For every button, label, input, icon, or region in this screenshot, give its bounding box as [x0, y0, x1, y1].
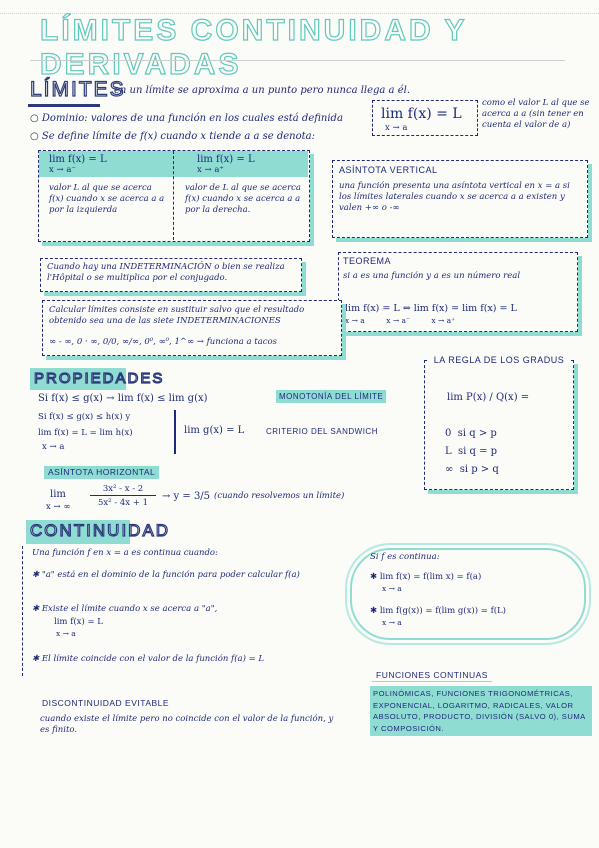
teorema-sub: x → a x → a⁻ x → a⁺: [345, 316, 456, 325]
sandwich-label: CRITERIO DEL SANDWICH: [266, 427, 378, 436]
asintota-horizontal-heading: ASÍNTOTA HORIZONTAL: [44, 466, 159, 479]
cloud-sub2: x → a: [382, 618, 402, 627]
ah-result: → y = 3/5: [162, 491, 211, 502]
continua-cloud: [350, 548, 586, 640]
left-limit-head: lim f(x) = L: [49, 154, 107, 165]
ah-lim: lim: [50, 489, 66, 500]
cloud-formula1: ✱ lim f(x) = f(lim x) = f(a): [370, 572, 482, 582]
cond2-formula: lim f(x) = L: [54, 617, 103, 627]
regla-row-cond: si q > p: [457, 428, 497, 439]
teorema-text: si a es una función y a es un número real: [343, 271, 521, 281]
limites-intro: en un límite se aproxima a un punto pero nunca llega a él.: [114, 85, 410, 96]
indeterminaciones-list: ∞ - ∞, 0 · ∞, 0/0, ∞/∞, 0⁰, ∞⁰, 1^∞ → funciona a tacos: [49, 337, 278, 347]
cond2: ✱ Existe el límite cuando x se acerca a "a",: [32, 604, 218, 614]
cloud-intro: Si f es continua:: [370, 552, 440, 562]
formula-note: como el valor L al que se acerca a a (sin tener en cuenta el valor de a): [482, 98, 590, 130]
cond3-text: El límite coincide con el valor de la función f(a) = L: [41, 654, 265, 664]
table-divider: [173, 151, 175, 240]
cloud-formula1-text: lim f(x) = f(lim x) = f(a): [379, 572, 482, 582]
cond2-text: Existe el límite cuando x se acerca a "a",: [41, 604, 218, 614]
regla-row-cond: si p > q: [459, 464, 499, 475]
bullet-dominio-text: Dominio: valores de una función en los cuales está definida: [41, 113, 343, 124]
asintota-vertical-text: una función presenta una asíntota vertical en x = a si los límites laterales cuando x se acerca a a existen y valen +∞ o -∞: [339, 181, 570, 213]
continuidad-intro: Una función f en x = a es continua cuando:: [32, 548, 218, 558]
formula-main: lim f(x) = L: [381, 106, 462, 122]
regla-grados-box: [424, 355, 574, 490]
propiedades-heading: PROPIEDADES: [34, 370, 165, 387]
evitable-text: cuando existe el límite pero no coincide con el valor de la función, y es finito.: [40, 714, 334, 735]
teorema-box: [338, 252, 578, 332]
regla-row-val: L: [445, 446, 452, 457]
continuidad-bracket: [22, 546, 24, 676]
ah-den: 5x² - 4x + 1: [97, 498, 149, 508]
calcular-text: Calcular límites consiste en sustituir salvo que el resultado obtenido sea una de las siete INDETERMINACIONES: [49, 305, 305, 326]
bullet-define: ○ Se define límite de f(x) cuando x tiende a a se denota:: [30, 131, 315, 142]
prop2b-text: lim f(x) = L = lim h(x): [38, 428, 133, 438]
indeterminacion-box: [40, 258, 302, 292]
funciones-continuas-heading: FUNCIONES CONTINUAS: [372, 670, 492, 682]
prop2-sub: x → a: [42, 442, 65, 452]
ah-num: 3x² - x - 2: [90, 484, 156, 496]
formula-box: [372, 100, 478, 136]
calcular-box: [42, 300, 342, 356]
formula-sub: x → a: [385, 123, 408, 133]
cond1: ✱ "a" está en el dominio de la función para poder calcular f(a): [32, 570, 300, 580]
indeterminacion-text: Cuando hay una INDETERMINACIÓN o bien se realiza l'Hôpital o se multiplica por el conjugado.: [47, 262, 285, 283]
cond1-text: "a" está en el dominio de la función para poder calcular f(a): [41, 570, 300, 580]
prop2c-text: lim g(x) = L: [184, 425, 245, 436]
regla-row: [445, 445, 555, 463]
teorema-heading: TEOREMA: [343, 256, 392, 266]
ah-note: (cuando resolvemos un límite): [214, 491, 345, 501]
continuidad-heading: CONTINUIDAD: [30, 521, 171, 540]
bullet-define-text: Se define límite de f(x) cuando x tiende a a se denota:: [41, 131, 315, 142]
right-limit-sub: x → a⁺: [197, 165, 224, 175]
bullet-dominio: ○ Dominio: valores de una función en los cuales está definida: [30, 113, 343, 124]
left-limit-sub: x → a⁻: [49, 165, 76, 175]
regla-formula: lim P(x) / Q(x) =: [447, 392, 530, 403]
right-limit-text: valor de L al que se acerca f(x) cuando x se acerca a a por la derecha.: [185, 183, 301, 215]
limites-underline: [28, 104, 100, 107]
regla-row: [445, 463, 555, 481]
title-underline: [30, 60, 565, 61]
funciones-continuas-text: POLINÓMICAS, FUNCIONES TRIGONOMÉTRICAS, EXPONENCIAL, LOGARITMO, RADICALES, VALOR ABSOLUTO, PRODUCTO, DIVISIÓN (SALVO 0), SUMA Y COMPOSICIÓN.: [370, 686, 592, 736]
sandwich-brace: [174, 410, 176, 454]
regla-grados-heading: LA REGLA DE LOS GRADUS: [429, 355, 569, 366]
prop2a-text: Si f(x) ≤ g(x) ≤ h(x) y: [38, 412, 131, 422]
top-margin: [0, 0, 599, 14]
teorema-formula: lim f(x) = L ⇔ lim f(x) = lim f(x) = L: [345, 303, 517, 314]
regla-rows: [445, 427, 555, 481]
cloud-formula2-text: lim f(g(x)) = f(lim g(x)) = f(L): [379, 606, 506, 616]
asintota-vertical-box: [332, 160, 588, 238]
regla-row: [445, 427, 555, 445]
prop1-text: Si f(x) ≤ g(x) → lim f(x) ≤ lim g(x): [38, 393, 208, 404]
cloud-sub1: x → a: [382, 584, 402, 593]
cond3: ✱ El límite coincide con el valor de la función f(a) = L: [32, 654, 265, 664]
regla-row-cond: si q = p: [458, 446, 498, 457]
regla-row-val: 0: [445, 428, 452, 439]
regla-row-val: ∞: [445, 464, 454, 475]
cond2-sub: x → a: [56, 629, 76, 638]
evitable-heading: DISCONTINUIDAD EVITABLE: [42, 698, 170, 708]
ah-sub: x → ∞: [46, 502, 71, 512]
right-limit-head: lim f(x) = L: [197, 154, 255, 165]
cloud-formula2: ✱ lim f(g(x)) = f(lim g(x)) = f(L): [370, 606, 506, 616]
limites-heading: LÍMITES: [30, 78, 126, 101]
asintota-vertical-heading: ASÍNTOTA VERTICAL: [339, 165, 438, 175]
lateral-limits-table: [38, 150, 310, 242]
page-title: LÍMITES CONTINUIDAD Y DERIVADAS: [40, 14, 467, 81]
monotonia-label: MONOTONÍA DEL LÍMITE: [276, 390, 386, 403]
left-limit-text: valor L al que se acerca f(x) cuando x se acerca a a por la izquierda: [49, 183, 165, 215]
